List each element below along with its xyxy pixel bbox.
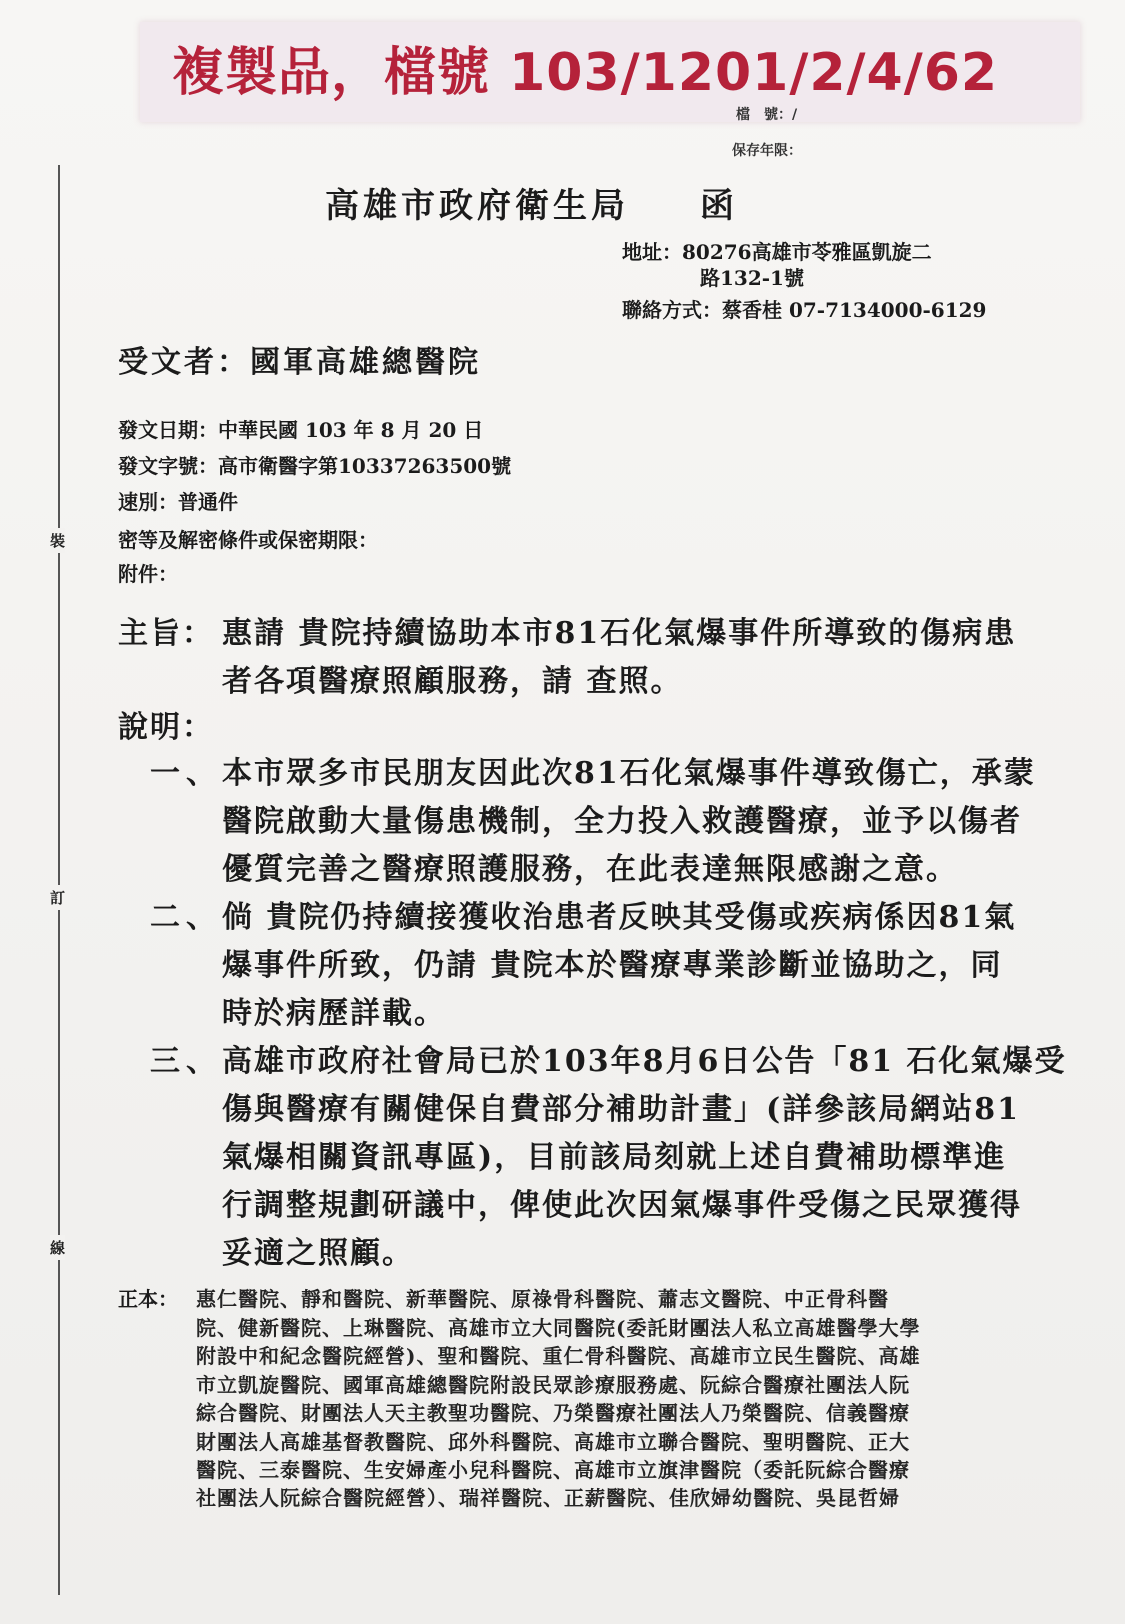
cc-line: 市立凱旋醫院、國軍高雄總醫院附設民眾診療服務處、阮綜合醫療社團法人阮 xyxy=(196,1373,910,1397)
binding-mark-zhuang: 裝 xyxy=(50,528,65,553)
cc-label: 正本： xyxy=(118,1287,178,1311)
explanation-line: 本市眾多市民朋友因此次81石化氣爆事件導致傷亡，承蒙 xyxy=(222,756,1036,791)
address-line-2: 路132-1號 xyxy=(700,266,804,290)
binding-mark-ding: 訂 xyxy=(50,885,65,910)
cc-line: 附設中和紀念醫院經營)、聖和醫院、重仁骨科醫院、高雄市立民生醫院、高雄 xyxy=(196,1344,921,1368)
explanation-line: 高雄市政府社會局已於103年8月6日公告「81 石化氣爆受 xyxy=(222,1044,1067,1079)
file-number-label: 檔 號：/ xyxy=(736,107,798,123)
explanation-line: 氣爆相關資訊專區)，目前該局刻就上述自費補助標準進 xyxy=(222,1140,1007,1175)
cc-line: 醫院、三泰醫院、生安婦產小兒科醫院、高雄市立旗津醫院（委託阮綜合醫療 xyxy=(196,1458,910,1482)
subject-line: 者各項醫療照顧服務，請 查照。 xyxy=(222,664,683,699)
item-number: 一、 xyxy=(150,756,222,791)
address-line-1: 地址：80276高雄市苓雅區凱旋二 xyxy=(622,240,932,264)
explanation-line: 優質完善之醫療照護服務，在此表達無限感謝之意。 xyxy=(222,852,958,887)
document-type: 函 xyxy=(700,186,734,226)
issuing-organization: 高雄市政府衛生局 xyxy=(325,186,629,226)
subject-label: 主旨： xyxy=(118,616,214,651)
cc-line: 綜合醫院、財團法人天主教聖功醫院、乃榮醫療社團法人乃榮醫院、信義醫療 xyxy=(196,1401,910,1425)
explanation-line: 行調整規劃研議中，俾使此次因氣爆事件受傷之民眾獲得 xyxy=(222,1188,1022,1223)
cc-line: 惠仁醫院、靜和醫院、新華醫院、原祿骨科醫院、蕭志文醫院、中正骨科醫 xyxy=(196,1287,889,1311)
explanation-label: 說明： xyxy=(118,710,214,745)
explanation-line: 倘 貴院仍持續接獲收治患者反映其受傷或疾病係因81氣 xyxy=(222,900,1017,935)
item-number: 三、 xyxy=(150,1044,222,1079)
issue-date: 發文日期：中華民國 103 年 8 月 20 日 xyxy=(118,418,484,442)
delivery-speed: 速別：普通件 xyxy=(118,490,238,514)
cc-line: 財團法人高雄基督教醫院、邱外科醫院、高雄市立聯合醫院、聖明醫院、正大 xyxy=(196,1430,910,1454)
cc-line: 社團法人阮綜合醫院經營）、瑞祥醫院、正薪醫院、佳欣婦幼醫院、吳昆哲婦 xyxy=(196,1486,900,1510)
attachment: 附件： xyxy=(118,562,178,586)
cc-line: 院、健新醫院、上琳醫院、高雄市立大同醫院(委託財團法人私立高雄醫學大學 xyxy=(196,1316,921,1340)
explanation-line: 傷與醫療有關健保自費部分補助計畫」(詳參該局網站81 xyxy=(222,1092,1020,1127)
contact-info: 聯絡方式：蔡香桂 07-7134000-6129 xyxy=(622,298,987,322)
stamp-text: 複製品，檔號 103/1201/2/4/62 xyxy=(172,43,999,103)
binding-mark-xian: 線 xyxy=(50,1235,65,1260)
retention-label: 保存年限： xyxy=(732,143,802,159)
item-number: 二、 xyxy=(150,900,222,935)
reference-number: 發文字號：高市衛醫字第10337263500號 xyxy=(118,454,512,478)
explanation-line: 妥適之照顧。 xyxy=(222,1236,414,1271)
explanation-line: 時於病歷詳載。 xyxy=(222,996,446,1031)
subject-line: 惠請 貴院持續協助本市81石化氣爆事件所導致的傷病患 xyxy=(222,616,1017,651)
binding-line xyxy=(58,165,60,1595)
recipient: 受文者：國軍高雄總醫院 xyxy=(118,345,481,380)
explanation-line: 爆事件所致，仍請 貴院本於醫療專業診斷並協助之，同 xyxy=(222,948,1003,983)
secrecy-level: 密等及解密條件或保密期限： xyxy=(118,528,378,552)
explanation-line: 醫院啟動大量傷患機制，全力投入救護醫療，並予以傷者 xyxy=(222,804,1022,839)
